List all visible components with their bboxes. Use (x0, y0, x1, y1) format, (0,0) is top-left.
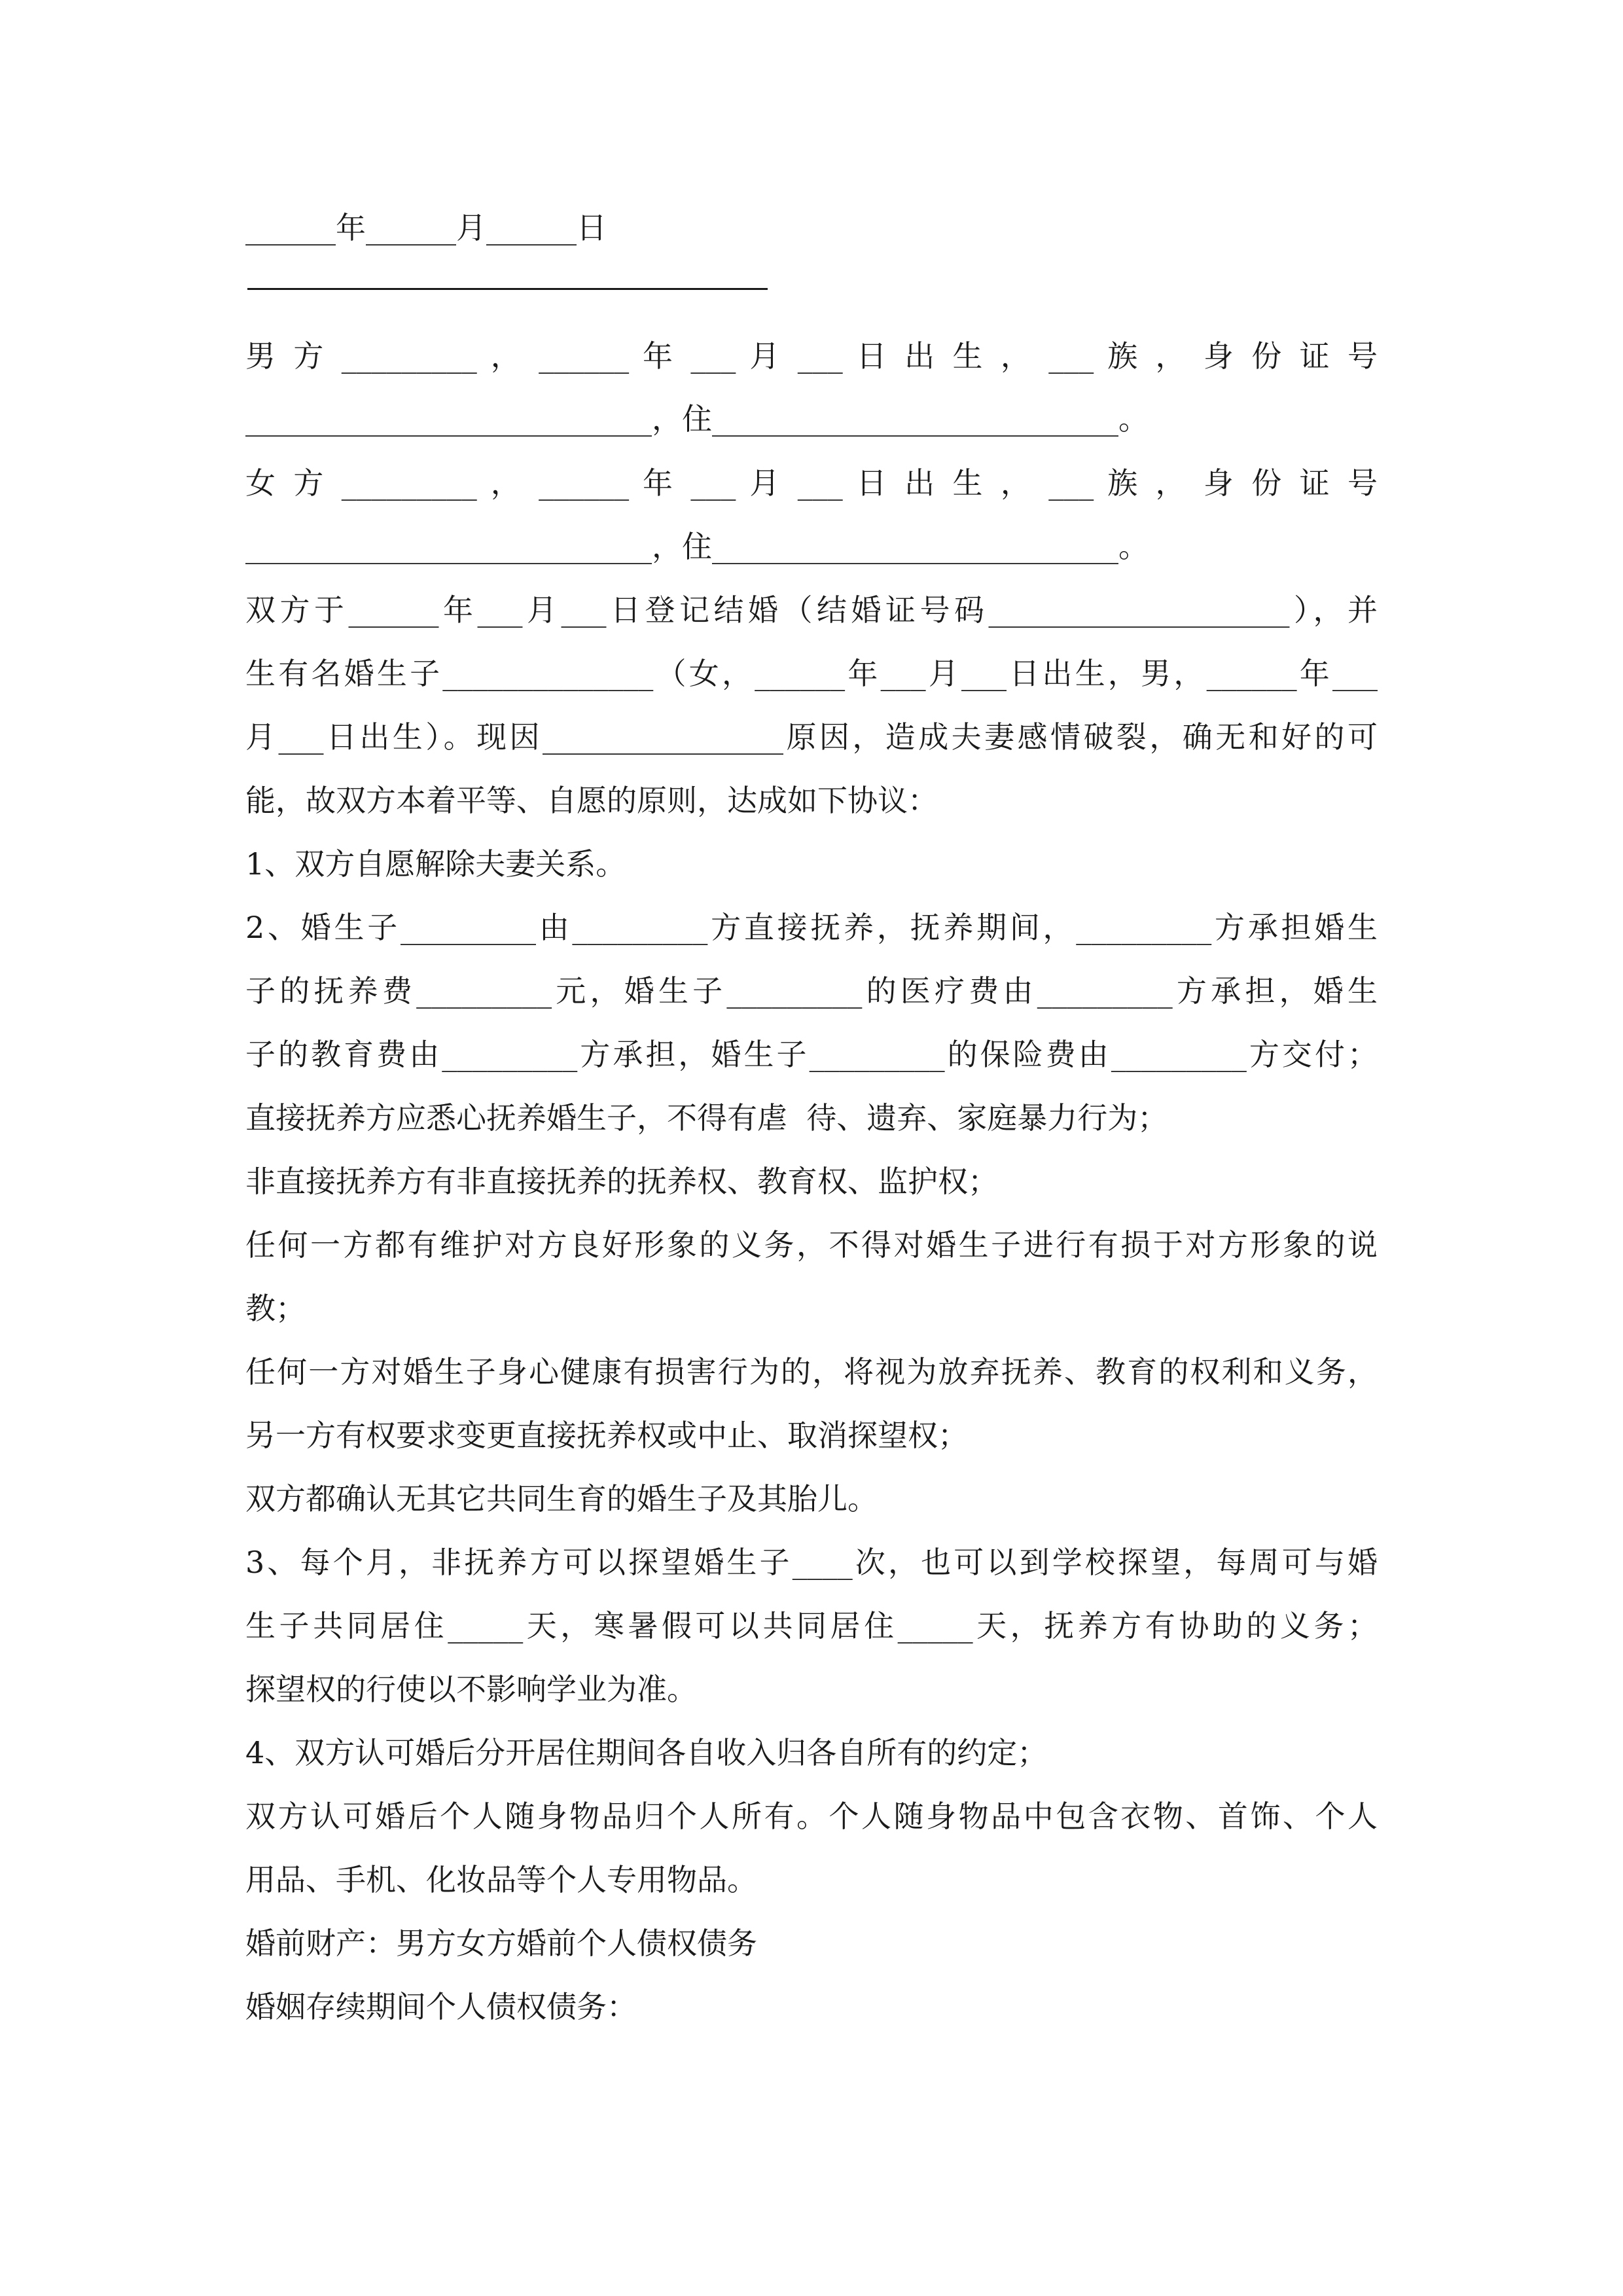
clause-4-line-3: 用品、手机、化妆品等个人专用物品。 (245, 1862, 757, 1897)
clause-2-line-1: 2、婚生子_________由_________方直接抚养，抚养期间，_________方承担婚生 (245, 910, 1378, 945)
male-address-line: ___________________________，住___________________________。 (245, 401, 1149, 437)
clause-2-line-6: 任何一方都有维护对方良好形象的义务，不得对婚生子进行有损于对方形象的说 (245, 1227, 1378, 1263)
clause-2-line-8: 任何一方对婚生子身心健康有损害行为的，将视为放弃抚养、教育的权利和义务， (245, 1354, 1378, 1390)
separator-rule (247, 288, 768, 290)
clause-2-line-7: 教； (245, 1291, 306, 1326)
clause-1: 1、双方自愿解除夫妻关系。 (245, 846, 626, 882)
clause-2-line-5: 非直接抚养方有非直接抚养的抚养权、教育权、监护权； (245, 1164, 998, 1199)
clause-2-line-2: 子的抚养费_________元，婚生子_________的医疗费由_________方承担，婚生 (245, 973, 1378, 1009)
female-address-line: ___________________________，住___________________________。 (245, 529, 1149, 564)
clause-2-line-4: 直接抚养方应悉心抚养婚生子，不得有虐 待、遗弃、家庭暴力行为； (245, 1100, 1168, 1136)
clause-2-line-9: 另一方有权要求变更直接抚养权或中止、取消探望权； (245, 1418, 968, 1453)
agreement-intro-line: 能，故双方本着平等、自愿的原则，达成如下协议： (245, 783, 938, 818)
clause-2-line-3: 子的教育费由_________方承担，婚生子_________的保险费由_________方交付； (245, 1037, 1378, 1072)
marriage-registration-line: 双方于______年___月___日登记结婚（结婚证号码____________________），并 (245, 592, 1378, 628)
premarital-property-line: 婚前财产：男方女方婚前个人债权债务 (245, 1926, 757, 1961)
male-party-line: 男 方 _________ ， ______ 年 ___ 月 ___ 日 出 生 ， ___ 族 ， 身 份 证 号 (245, 338, 1378, 374)
child-info-line: 生有名婚生子______________（女，______年___月___日出生，男，______年___ (245, 656, 1378, 691)
clause-3-line-2: 生子共同居住_____天，寒暑假可以共同居住_____天，抚养方有协助的义务； (245, 1608, 1378, 1643)
clause-4-line-2: 双方认可婚后个人随身物品归个人所有。个人随身物品中包含衣物、首饰、个人 (245, 1799, 1378, 1834)
divorce-reason-line: 月___日出生）。现因________________原因，造成夫妻感情破裂，确无和好的可 (245, 719, 1378, 755)
female-party-line: 女 方 _________ ， ______ 年 ___ 月 ___ 日 出 生 ， ___ 族 ， 身 份 证 号 (245, 465, 1378, 501)
date-line: ______年______月______日 (245, 210, 607, 245)
clause-4-line-1: 4、双方认可婚后分开居住期间各自收入归各自所有的约定； (245, 1735, 1048, 1770)
clause-2-line-10: 双方都确认无其它共同生育的婚生子及其胎儿。 (245, 1481, 878, 1516)
marital-debt-line: 婚姻存续期间个人债权债务： (245, 1989, 637, 2024)
clause-3-line-3: 探望权的行使以不影响学业为准。 (245, 1672, 697, 1707)
clause-3-line-1: 3、每个月，非抚养方可以探望婚生子____次，也可以到学校探望，每周可与婚 (245, 1545, 1378, 1580)
